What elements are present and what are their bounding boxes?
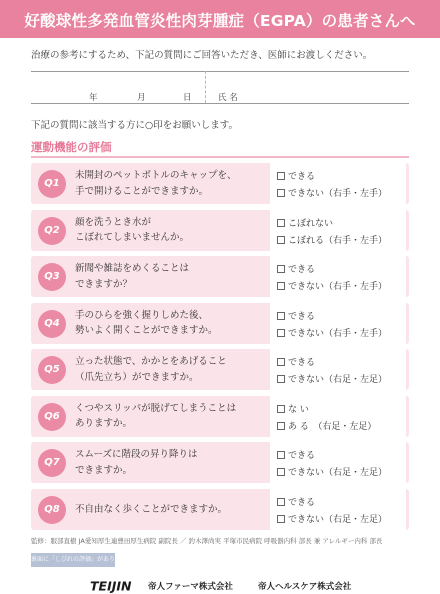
answer-option-label: できない（右手・左手） [288, 189, 388, 199]
question-text [75, 502, 261, 518]
checkbox-icon[interactable] [277, 236, 285, 244]
checkbox-icon[interactable] [277, 405, 285, 413]
answer-option-label: できる [288, 311, 316, 322]
checkbox-icon[interactable] [277, 375, 285, 383]
page-title: 好酸球性多発血管炎性肉芽腫症（EGPA）の患者さんへ [24, 12, 416, 30]
answer-options [270, 303, 406, 344]
question-text-line: できますか。 [75, 464, 133, 476]
answer-option-label: できる [288, 358, 316, 368]
question-text-line: （爪先立ち）ができますか。 [75, 371, 199, 383]
question-text-line: 新聞や雑誌をめくることは [75, 263, 190, 274]
question-text-line: 立った状態で、かかとをあげること [75, 356, 227, 367]
answer-option[interactable] [277, 419, 376, 432]
question-text-line: 顔を洗うとき水が [75, 216, 152, 228]
question-number-badge: Q5 [38, 356, 66, 384]
footer [0, 578, 440, 594]
answer-option[interactable] [277, 355, 315, 368]
question-text [75, 401, 261, 432]
checkbox-icon[interactable] [277, 172, 285, 180]
question-number-badge: Q2 [38, 217, 66, 245]
answer-option-label: できる [288, 451, 316, 461]
answer-option-label: できない（右足・左足） [288, 514, 388, 525]
checkbox-icon[interactable] [277, 498, 285, 506]
answer-option[interactable] [277, 495, 315, 508]
question-text [75, 215, 261, 246]
question-number-badge: Q6 [38, 403, 66, 431]
question-card [31, 163, 409, 204]
answer-option[interactable] [277, 262, 315, 275]
checkbox-icon[interactable] [277, 282, 285, 290]
question-text-line: こぼれてしまいませんか。 [75, 232, 190, 243]
question-text-line: 手で開けることができますか。 [75, 185, 209, 197]
checkbox-icon[interactable] [277, 422, 285, 430]
answer-option[interactable] [277, 169, 315, 182]
question-text-line: 未開封のペットボトルのキャップを、 [75, 170, 237, 181]
checkbox-icon[interactable] [277, 451, 285, 459]
date-row-bottom-line [31, 103, 409, 104]
answer-options [270, 489, 406, 530]
answer-option[interactable] [277, 372, 387, 385]
answer-options [270, 210, 406, 251]
company-name-healthcare: 帝人ヘルスケア株式会社 [258, 582, 352, 592]
question-text [75, 261, 261, 292]
answer-option[interactable] [277, 233, 387, 246]
checkbox-icon[interactable] [277, 219, 285, 227]
question-number-badge: Q3 [38, 263, 66, 291]
answer-option-label: できる [288, 172, 316, 182]
checkbox-icon[interactable] [277, 515, 285, 523]
answer-option-label: できない（右手・左手） [288, 328, 388, 339]
question-text-line: 不自由なく歩くことができますか。 [75, 503, 228, 515]
date-month-label: 月 [137, 93, 146, 103]
checkbox-icon[interactable] [277, 189, 285, 197]
question-text [75, 354, 261, 385]
question-text-line: くつやスリッパが脱げてしまうことは [75, 402, 237, 414]
question-card [31, 489, 409, 530]
svg-text:TEIJIN: TEIJIN [90, 578, 132, 594]
section-title: 運動機能の評価 [31, 140, 112, 154]
answer-option[interactable] [277, 465, 387, 478]
name-label: 氏 名 [218, 93, 238, 103]
question-card [31, 256, 409, 297]
question-number-badge: Q1 [38, 170, 66, 198]
answer-option-label: できる [288, 265, 316, 275]
question-text-line: スムーズに階段の昇り降りは [75, 449, 198, 460]
question-number-badge: Q4 [38, 310, 66, 338]
question-text-line: 手のひらを強く握りしめた後、 [75, 309, 209, 321]
answer-option[interactable] [277, 326, 387, 339]
answer-options [270, 442, 406, 483]
header-banner [0, 0, 440, 38]
answer-options [270, 396, 406, 437]
answer-options [270, 349, 406, 390]
question-text [75, 168, 261, 199]
checkbox-icon[interactable] [277, 358, 285, 366]
answer-option-label: できない（右足・左足） [288, 375, 388, 385]
question-card [31, 396, 409, 437]
answer-option-label: な い [288, 404, 309, 415]
answer-option-label: あ る （右足・左足） [288, 421, 377, 432]
checkbox-icon[interactable] [277, 312, 285, 320]
question-card [31, 303, 409, 344]
instruction-text: 治療の参考にするため、下記の質問にご回答いただき、医師にお渡しください。 [31, 50, 373, 61]
company-name-pharma: 帝人ファーマ株式会社 [148, 582, 233, 592]
answer-option[interactable] [277, 186, 387, 199]
answer-option-label: こぼれる（右手・左手） [288, 235, 388, 246]
answer-option[interactable] [277, 512, 387, 525]
answer-options [270, 256, 406, 297]
question-number-badge: Q7 [38, 449, 66, 477]
date-day-label: 日 [183, 93, 192, 103]
date-row-top-line [31, 71, 409, 72]
question-text-line: できますか？ [75, 278, 133, 290]
question-card [31, 349, 409, 390]
answer-option-label: こぼれない [288, 218, 334, 229]
answer-option-label: できない（右足・左足） [288, 468, 388, 478]
answer-option-label: できる [288, 497, 316, 508]
checkbox-icon[interactable] [277, 265, 285, 273]
answer-option-label: できない（右手・左手） [288, 282, 388, 292]
date-year-label: 年 [89, 93, 98, 103]
teijin-logo [90, 578, 140, 593]
checkbox-icon[interactable] [277, 329, 285, 337]
question-card [31, 442, 409, 483]
answer-option[interactable] [277, 279, 387, 292]
applicable-note: 下記の質問に該当する方に○印をお願いします。 [31, 120, 239, 131]
answer-option[interactable] [277, 402, 309, 415]
question-card [31, 210, 409, 251]
question-text-line: ありますか。 [75, 418, 133, 429]
question-text [75, 308, 261, 339]
answer-option[interactable] [277, 448, 315, 461]
question-number-badge: Q8 [38, 496, 66, 524]
question-text-line: 勢いよく開くことができますか。 [75, 325, 218, 336]
date-row-divider [205, 71, 206, 103]
answer-options [270, 163, 406, 204]
back-side-note: 裏面に「しびれの評価」があります。 [31, 553, 115, 567]
checkbox-icon[interactable] [277, 468, 285, 476]
section-rule [31, 156, 409, 158]
supervisor-credit: 監修：服部直樹 JA愛知厚生連豊田厚生病院 副院長 ／ 釣木澤尚実 平塚市民病院 呼吸器内科 部長 兼 アレルギー内科 部長 [31, 537, 383, 545]
answer-option[interactable] [277, 216, 333, 229]
question-text [75, 447, 261, 478]
answer-option[interactable] [277, 309, 315, 322]
